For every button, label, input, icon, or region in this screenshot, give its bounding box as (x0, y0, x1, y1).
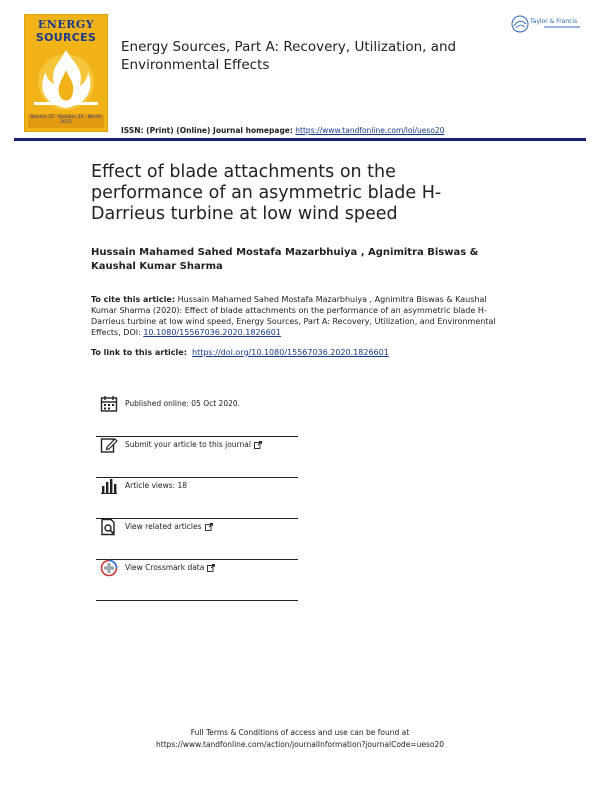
bar-chart-icon (100, 477, 118, 495)
article-link-line (91, 348, 511, 357)
issn-label: ISSN: (Print) (Online) Journal homepage: (121, 126, 293, 135)
submit-edit-icon (100, 436, 118, 454)
cover-title-line2: SOURCES (35, 31, 97, 44)
crossmark-icon (100, 559, 118, 577)
publisher-globe-icon (510, 14, 530, 34)
journal-title: Energy Sources, Part A: Recovery, Utilization, and Environmental Effects (121, 39, 457, 73)
external-link-icon (205, 523, 213, 531)
article-title: Effect of blade attachments on the performance of an asymmetric blade H-Darrieus turbine at low wind speed (91, 162, 442, 224)
submit-article-link[interactable] (125, 440, 262, 449)
related-articles-icon (100, 518, 118, 536)
article-link-url[interactable]: https://doi.org/10.1080/15567036.2020.1826601 (192, 348, 389, 357)
publisher-logo[interactable] (510, 14, 586, 36)
external-link-icon (207, 564, 215, 572)
cover-flame-illustration (24, 42, 108, 114)
crossmark-label: View Crossmark data (125, 563, 205, 572)
external-link-icon (254, 441, 262, 449)
crossmark-link[interactable] (125, 563, 215, 572)
publisher-name: Taylor & Francis (530, 18, 578, 25)
citation-text: Hussain Mahamed Sahed Mostafa Mazarbhuiya , Agnimitra Biswas & Kaushal Kumar Sharma (2020): Effect of blade attachments on the performance of an asymmetric blade H-Darrieus turbine at low wind speed, Energy Sources, Part A: Recovery, Utilization, and Environmental Effects, DOI: (91, 295, 496, 337)
article-authors: Hussain Mahamed Sahed Mostafa Mazarbhuiya , Agnimitra Biswas & Kaushal Kumar Sharma (91, 247, 479, 272)
related-articles-link[interactable] (125, 522, 213, 531)
article-views: Article views: 18 (125, 481, 188, 490)
footer-line1: Full Terms & Conditions of access and use can be found at (190, 728, 410, 737)
journal-homepage-link[interactable]: https://www.tandfonline.com/loi/ueso20 (295, 126, 445, 135)
citation-label: To cite this article: (91, 295, 176, 304)
citation-block (91, 294, 511, 338)
info-row-published (96, 395, 298, 437)
footer-terms-link[interactable]: https://www.tandfonline.com/action/journalInformation?journalCode=ueso20 (156, 740, 444, 749)
issn-line (121, 126, 444, 135)
submit-article-label: Submit your article to this journal (125, 440, 251, 449)
related-articles-label: View related articles (125, 522, 202, 531)
published-date: Published online: 05 Oct 2020. (125, 399, 241, 408)
info-row-related[interactable] (96, 518, 298, 560)
info-row-views (96, 477, 298, 519)
journal-cover-image (24, 14, 108, 132)
cover-volume-text: Volume 37 · Number 10 · Month 2015 (30, 115, 102, 125)
calendar-icon (100, 395, 118, 413)
info-row-submit[interactable] (96, 436, 298, 478)
info-row-crossmark[interactable] (96, 559, 298, 601)
header-divider (14, 138, 586, 141)
doi-link[interactable]: 10.1080/15567036.2020.1826601 (143, 328, 281, 337)
article-link-label: To link to this article: (91, 348, 187, 357)
cover-title-line1: ENERGY (37, 18, 95, 31)
footer-terms (0, 727, 600, 751)
